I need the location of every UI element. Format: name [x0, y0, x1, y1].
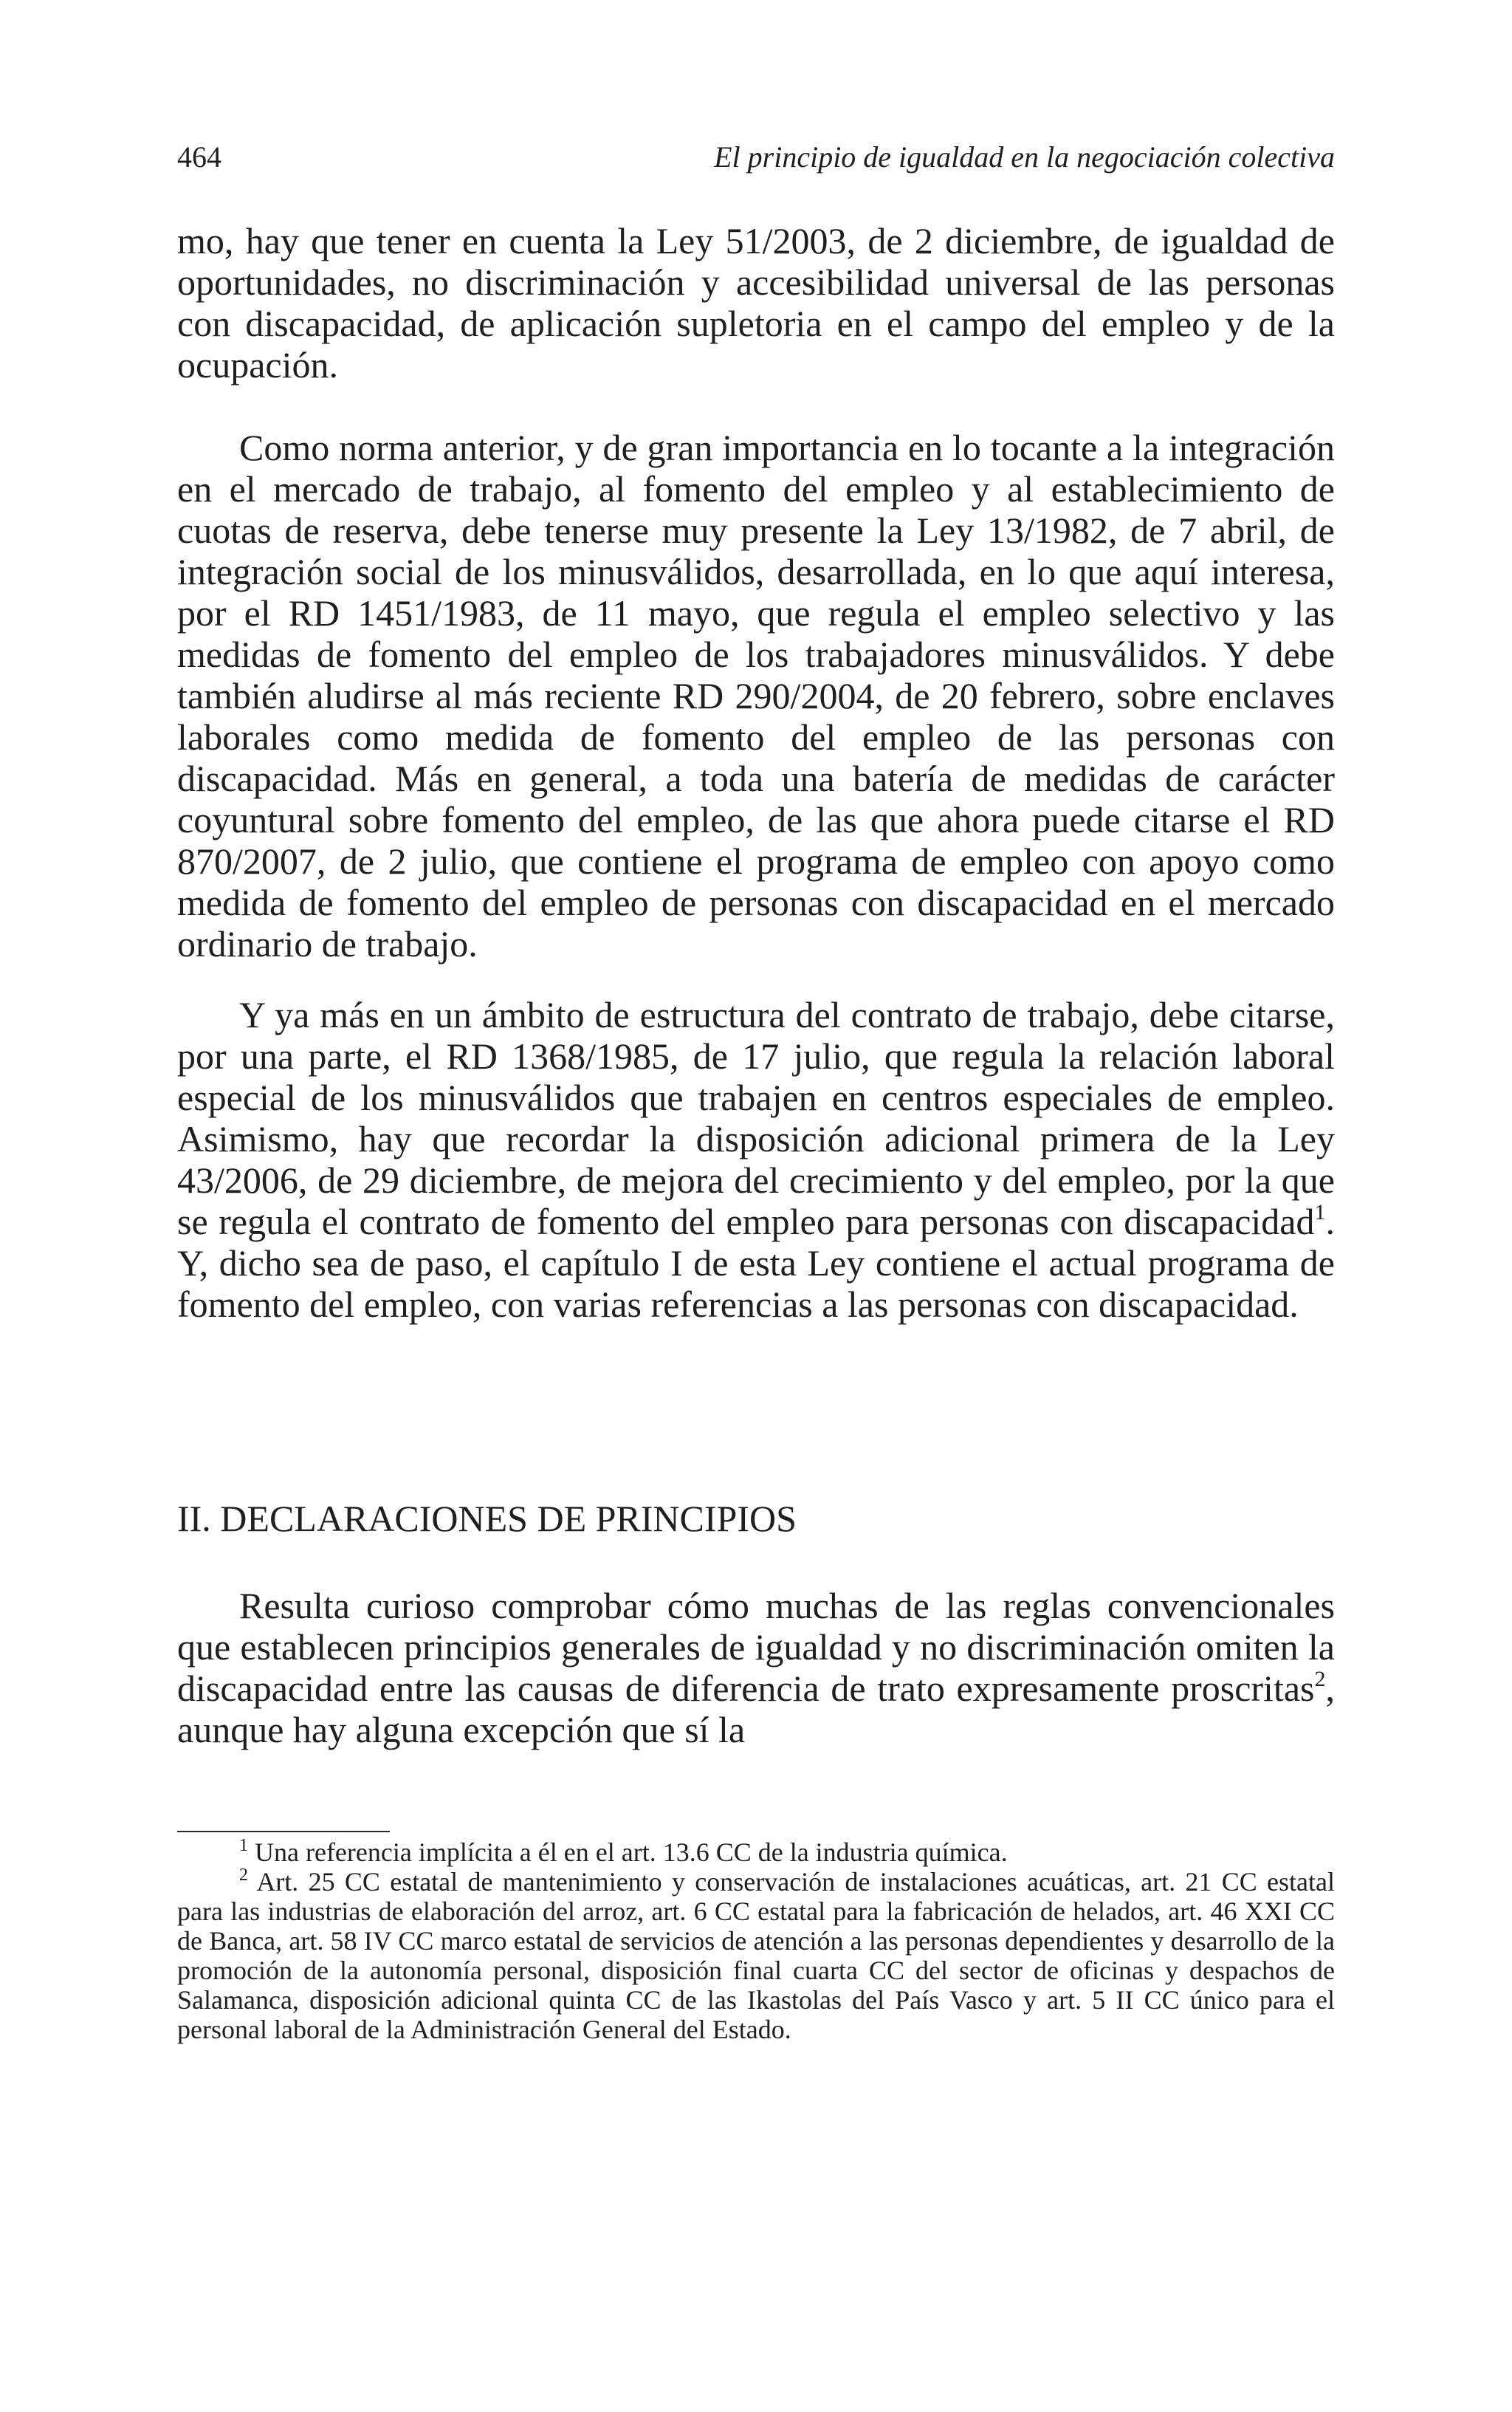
running-title: El principio de igualdad en la negociación colectiva	[714, 140, 1335, 174]
paragraph-3	[177, 994, 1335, 1325]
footnote-separator	[177, 1831, 390, 1832]
footnotes	[177, 1837, 1335, 2044]
section-heading	[177, 1498, 1335, 1539]
paragraph-4	[177, 1585, 1335, 1750]
footnote-2-text: Art. 25 CC estatal de mantenimiento y conservación de instalaciones acuáticas, art. 21 CC estatal para las industrias de elaboración del arroz, art. 6 CC estatal para la fabricación de helados, art. 46 XXI CC de Banca, art. 58 IV CC marco estatal de servicios de atención a las personas dependientes y desarrollo de la promoción de la autonomía personal, disposición final cuarta CC del sector de oficinas y despachos de Salamanca, disposición adicional quinta CC de las Ikastolas del País Vasco y art. 5 II CC único para el personal laboral de la Administración General del Estado.	[177, 1867, 1335, 2044]
footnote-2-number: 2	[239, 1865, 248, 1885]
paragraph-3-text	[177, 994, 1335, 1325]
footnote-1	[177, 1837, 1335, 1867]
page-header	[177, 139, 1335, 176]
paragraph-4-text-after: , aunque hay alguna excepción que sí la	[177, 1668, 1335, 1750]
footnote-1-text: Una referencia implícita a él en el art. 13.6 CC de la industria química.	[255, 1837, 1008, 1867]
section-heading-text: II. DECLARACIONES DE PRINCIPIOS	[177, 1498, 797, 1539]
page-number: 464	[177, 140, 221, 174]
paragraph-2-text: Como norma anterior, y de gran importancia en lo tocante a la integración en el mercado de trabajo, al fomento del empleo y al establecimiento de cuotas de reserva, debe tenerse muy presente la Ley 13/1982, de 7 abril, de integración social de los minusválidos, desarrollada, en lo que aquí interesa, por el RD 1451/1983, de 11 mayo, que regula el empleo selectivo y las medidas de fomento del empleo de los trabajadores minusválidos. Y debe también aludirse al más reciente RD 290/2004, de 20 febrero, sobre enclaves laborales como medida de fomento del empleo de las personas con discapacidad. Más en general, a toda una batería de medidas de carácter coyuntural sobre fomento del empleo, de las que ahora puede citarse el RD 870/2007, de 2 julio, que contiene el programa de empleo con apoyo como medida de fomento del empleo de personas con discapacidad en el mercado ordinario de trabajo.	[177, 427, 1335, 965]
footnote-2	[177, 1867, 1335, 2044]
footnote-ref-1: 1	[1314, 1200, 1326, 1224]
footnote-ref-2: 2	[1314, 1667, 1326, 1691]
paragraph-1-text: mo, hay que tener en cuenta la Ley 51/2003, de 2 diciembre, de igualdad de oportunidades, no discriminación y accesibilidad universal de las personas con discapacidad, de aplicación supletoria en el campo del empleo y de la ocupación.	[177, 220, 1335, 386]
footnote-1-number: 1	[239, 1836, 248, 1855]
paragraph-4-text	[177, 1585, 1335, 1750]
paragraph-2	[177, 427, 1335, 965]
paragraph-4-text-before: Resulta curioso comprobar cómo muchas de las reglas convencionales que establecen principios generales de igualdad y no discriminación omiten la discapacidad entre las causas de diferencia de trato expresamente proscritas	[177, 1585, 1335, 1709]
paragraph-3-text-before: Y ya más en un ámbito de estructura del contrato de trabajo, debe citarse, por una parte, el RD 1368/1985, de 17 julio, que regula la relación laboral especial de los minusválidos que trabajen en centros especiales de empleo. Asimismo, hay que recordar la disposición adicional primera de la Ley 43/2006, de 29 diciembre, de mejora del crecimiento y del empleo, por la que se regula el contrato de fomento del empleo para personas con discapacidad	[177, 994, 1335, 1242]
paragraph-1	[177, 220, 1335, 386]
paragraph-3-text-after: . Y, dicho sea de paso, el capítulo I de esta Ley contiene el actual programa de fomento del empleo, con varias referencias a las personas con discapacidad.	[177, 1201, 1335, 1325]
